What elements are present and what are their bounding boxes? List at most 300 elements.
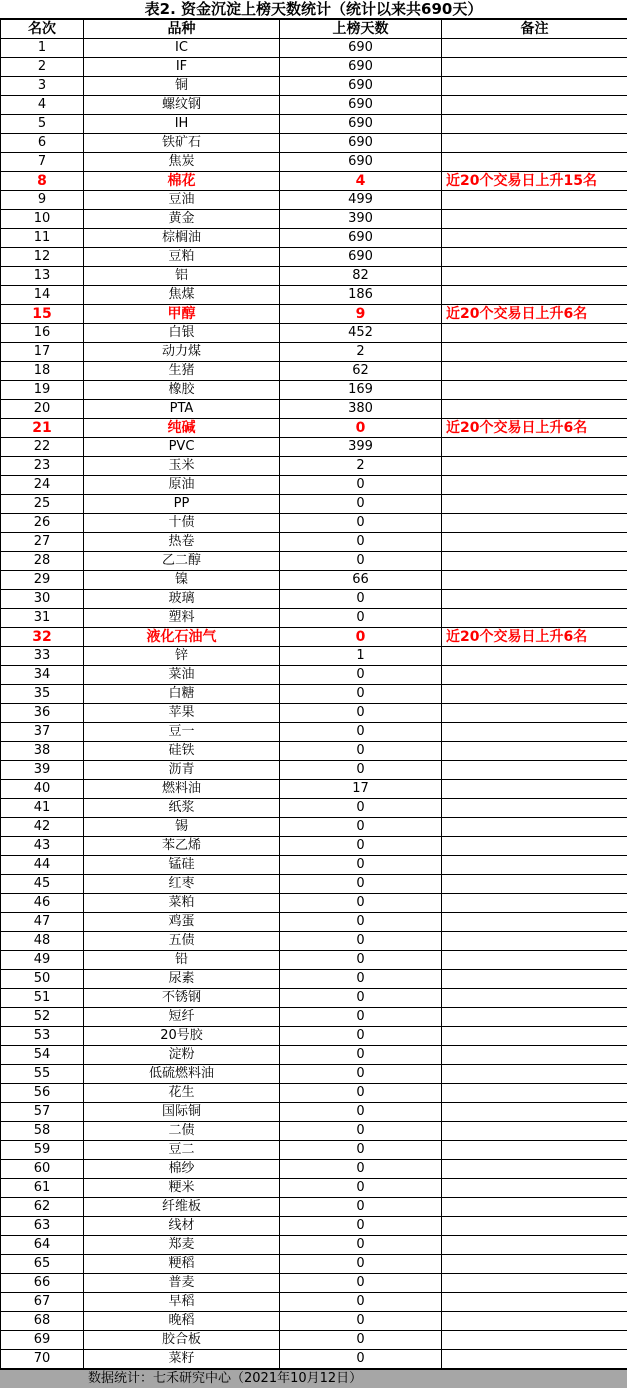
table-row [1,609,627,628]
header-variety: 品种 [84,20,280,39]
cell-variety: 螺纹钢 [84,96,280,115]
cell-variety: 热卷 [84,533,280,552]
cell-note [442,1293,627,1312]
cell-rank: 17 [1,343,84,362]
cell-days: 690 [280,134,442,153]
cell-note [442,153,627,172]
cell-variety: 锡 [84,818,280,837]
cell-days: 2 [280,457,442,476]
cell-rank: 33 [1,647,84,666]
cell-variety: 生猪 [84,362,280,381]
table-row [1,324,627,343]
cell-note [442,1065,627,1084]
cell-days: 0 [280,1122,442,1141]
cell-variety: 粳米 [84,1179,280,1198]
cell-rank: 31 [1,609,84,628]
cell-rank: 39 [1,761,84,780]
cell-days: 0 [280,514,442,533]
cell-variety: 玻璃 [84,590,280,609]
cell-note [442,799,627,818]
cell-variety: IC [84,39,280,58]
cell-variety: 豆二 [84,1141,280,1160]
cell-days: 690 [280,58,442,77]
table-row [1,229,627,248]
cell-rank: 41 [1,799,84,818]
table-row [1,1084,627,1103]
cell-days: 0 [280,1312,442,1331]
cell-variety: 镍 [84,571,280,590]
cell-variety: 动力煤 [84,343,280,362]
cell-variety: 短纤 [84,1008,280,1027]
cell-variety: 纸浆 [84,799,280,818]
cell-days: 9 [280,305,442,324]
cell-days: 0 [280,989,442,1008]
table-row [1,913,627,932]
cell-note [442,685,627,704]
cell-days: 0 [280,1198,442,1217]
cell-rank: 36 [1,704,84,723]
table-row [1,685,627,704]
cell-note [442,666,627,685]
table-row [1,305,627,324]
table-row [1,1331,627,1350]
table-row [1,970,627,989]
cell-days: 62 [280,362,442,381]
cell-note [442,1274,627,1293]
table-row [1,628,627,647]
cell-variety: 鸡蛋 [84,913,280,932]
cell-rank: 13 [1,267,84,286]
table-row [1,438,627,457]
cell-rank: 18 [1,362,84,381]
cell-rank: 60 [1,1160,84,1179]
cell-note: 近20个交易日上升6名 [442,628,627,647]
table-row [1,989,627,1008]
cell-rank: 11 [1,229,84,248]
cell-rank: 49 [1,951,84,970]
table-title: 表2. 资金沉淀上榜天数统计（统计以来共690天） [0,0,627,19]
cell-days: 690 [280,96,442,115]
cell-days: 690 [280,229,442,248]
cell-note [442,837,627,856]
cell-rank: 19 [1,381,84,400]
cell-variety: PTA [84,400,280,419]
cell-rank: 23 [1,457,84,476]
table-row [1,552,627,571]
cell-variety: 沥青 [84,761,280,780]
cell-days: 0 [280,1179,442,1198]
cell-note [442,1160,627,1179]
table-row [1,77,627,96]
cell-note [442,77,627,96]
table-row [1,875,627,894]
cell-note [442,894,627,913]
table-row [1,1274,627,1293]
cell-note: 近20个交易日上升15名 [442,172,627,191]
cell-variety: 国际铜 [84,1103,280,1122]
cell-rank: 5 [1,115,84,134]
cell-note: 近20个交易日上升6名 [442,419,627,438]
cell-rank: 68 [1,1312,84,1331]
table-row [1,96,627,115]
cell-rank: 27 [1,533,84,552]
cell-variety: 菜籽 [84,1350,280,1369]
header-rank: 名次 [1,20,84,39]
cell-days: 0 [280,704,442,723]
cell-variety: 燃料油 [84,780,280,799]
ranking-table [0,19,627,1369]
cell-rank: 63 [1,1217,84,1236]
cell-variety: 塑料 [84,609,280,628]
cell-days: 690 [280,115,442,134]
cell-note [442,970,627,989]
table-row [1,58,627,77]
table-row [1,495,627,514]
cell-note [442,761,627,780]
cell-note [442,1198,627,1217]
table-row [1,571,627,590]
cell-note [442,1331,627,1350]
cell-days: 0 [280,799,442,818]
cell-note [442,1084,627,1103]
cell-days: 0 [280,533,442,552]
cell-rank: 28 [1,552,84,571]
cell-rank: 34 [1,666,84,685]
cell-rank: 52 [1,1008,84,1027]
cell-rank: 15 [1,305,84,324]
cell-note [442,381,627,400]
cell-note [442,1312,627,1331]
cell-days: 0 [280,970,442,989]
cell-variety: 棕榈油 [84,229,280,248]
table-row [1,666,627,685]
cell-days: 0 [280,685,442,704]
cell-days: 690 [280,39,442,58]
cell-note [442,742,627,761]
cell-note [442,913,627,932]
cell-variety: 晚稻 [84,1312,280,1331]
cell-days: 452 [280,324,442,343]
table-row [1,1027,627,1046]
cell-days: 0 [280,1236,442,1255]
cell-variety: PP [84,495,280,514]
cell-variety: 白糖 [84,685,280,704]
cell-variety: 郑麦 [84,1236,280,1255]
cell-variety: 纯碱 [84,419,280,438]
cell-rank: 61 [1,1179,84,1198]
table-row [1,951,627,970]
cell-days: 0 [280,1217,442,1236]
cell-note [442,343,627,362]
cell-rank: 25 [1,495,84,514]
cell-rank: 37 [1,723,84,742]
table-row [1,1217,627,1236]
cell-note [442,267,627,286]
data-source-footer: 数据统计：七禾研究中心（2021年10月12日） [0,1369,627,1388]
cell-days: 17 [280,780,442,799]
cell-note [442,476,627,495]
cell-days: 0 [280,1065,442,1084]
cell-days: 0 [280,609,442,628]
cell-days: 0 [280,1027,442,1046]
cell-days: 690 [280,248,442,267]
cell-rank: 32 [1,628,84,647]
cell-variety: 硅铁 [84,742,280,761]
cell-rank: 35 [1,685,84,704]
cell-variety: 苹果 [84,704,280,723]
cell-variety: 淀粉 [84,1046,280,1065]
cell-note [442,514,627,533]
table-row [1,381,627,400]
cell-variety: 铜 [84,77,280,96]
cell-note [442,1027,627,1046]
cell-note [442,286,627,305]
cell-days: 0 [280,1274,442,1293]
cell-note [442,96,627,115]
cell-variety: 五债 [84,932,280,951]
cell-variety: 胶合板 [84,1331,280,1350]
cell-variety: 菜粕 [84,894,280,913]
cell-variety: 普麦 [84,1274,280,1293]
cell-rank: 44 [1,856,84,875]
cell-days: 0 [280,837,442,856]
cell-variety: 十债 [84,514,280,533]
cell-variety: 早稻 [84,1293,280,1312]
cell-variety: 花生 [84,1084,280,1103]
cell-days: 0 [280,894,442,913]
cell-rank: 50 [1,970,84,989]
cell-note [442,39,627,58]
table-row [1,1293,627,1312]
table-row [1,1255,627,1274]
header-days: 上榜天数 [280,20,442,39]
cell-note [442,438,627,457]
cell-note [442,856,627,875]
cell-variety: 液化石油气 [84,628,280,647]
table-row [1,932,627,951]
cell-variety: 菜油 [84,666,280,685]
cell-note [442,1122,627,1141]
cell-rank: 10 [1,210,84,229]
table-row [1,191,627,210]
cell-days: 0 [280,495,442,514]
table-row [1,1179,627,1198]
table-row [1,267,627,286]
cell-note: 近20个交易日上升6名 [442,305,627,324]
cell-note [442,533,627,552]
table-row [1,1350,627,1369]
cell-note [442,875,627,894]
table-body [1,39,627,1369]
table-row [1,533,627,552]
table-row [1,286,627,305]
cell-note [442,723,627,742]
cell-days: 0 [280,951,442,970]
cell-variety: 豆粕 [84,248,280,267]
cell-note [442,590,627,609]
cell-variety: 纤维板 [84,1198,280,1217]
table-row [1,362,627,381]
table-row [1,153,627,172]
cell-variety: 红枣 [84,875,280,894]
table-row [1,704,627,723]
table-row [1,723,627,742]
cell-rank: 1 [1,39,84,58]
cell-days: 499 [280,191,442,210]
cell-note [442,362,627,381]
cell-rank: 45 [1,875,84,894]
cell-note [442,1217,627,1236]
cell-days: 0 [280,1160,442,1179]
cell-days: 0 [280,1084,442,1103]
cell-days: 0 [280,1331,442,1350]
cell-note [442,780,627,799]
cell-days: 186 [280,286,442,305]
cell-rank: 20 [1,400,84,419]
cell-days: 0 [280,419,442,438]
cell-rank: 66 [1,1274,84,1293]
cell-rank: 2 [1,58,84,77]
cell-variety: 甲醇 [84,305,280,324]
cell-note [442,1103,627,1122]
cell-note [442,191,627,210]
table-row [1,343,627,362]
table-row [1,248,627,267]
cell-rank: 58 [1,1122,84,1141]
cell-variety: 铅 [84,951,280,970]
cell-note [442,229,627,248]
cell-rank: 46 [1,894,84,913]
cell-note [442,1008,627,1027]
cell-variety: 豆一 [84,723,280,742]
cell-days: 0 [280,552,442,571]
cell-variety: 玉米 [84,457,280,476]
cell-variety: IF [84,58,280,77]
cell-rank: 55 [1,1065,84,1084]
cell-days: 0 [280,932,442,951]
table-row [1,476,627,495]
table-row [1,818,627,837]
cell-note [442,932,627,951]
cell-variety: 豆油 [84,191,280,210]
cell-days: 399 [280,438,442,457]
cell-days: 0 [280,1293,442,1312]
table-row [1,210,627,229]
cell-rank: 53 [1,1027,84,1046]
cell-rank: 65 [1,1255,84,1274]
cell-days: 690 [280,153,442,172]
cell-rank: 56 [1,1084,84,1103]
table-row [1,742,627,761]
cell-note [442,210,627,229]
cell-days: 66 [280,571,442,590]
cell-note [442,495,627,514]
cell-rank: 40 [1,780,84,799]
cell-rank: 51 [1,989,84,1008]
table-row [1,590,627,609]
table-row [1,1236,627,1255]
cell-rank: 9 [1,191,84,210]
cell-days: 1 [280,647,442,666]
cell-days: 0 [280,590,442,609]
cell-variety: 锌 [84,647,280,666]
cell-days: 0 [280,818,442,837]
cell-days: 0 [280,1350,442,1369]
cell-rank: 67 [1,1293,84,1312]
cell-note [442,115,627,134]
cell-variety: 低硫燃料油 [84,1065,280,1084]
cell-variety: 锰硅 [84,856,280,875]
cell-rank: 59 [1,1141,84,1160]
cell-variety: 橡胶 [84,381,280,400]
table-row [1,894,627,913]
cell-variety: 乙二醇 [84,552,280,571]
table-row [1,1103,627,1122]
cell-variety: 焦炭 [84,153,280,172]
table-row [1,115,627,134]
cell-rank: 29 [1,571,84,590]
cell-rank: 64 [1,1236,84,1255]
cell-note [442,1236,627,1255]
cell-rank: 21 [1,419,84,438]
cell-variety: PVC [84,438,280,457]
cell-note [442,818,627,837]
cell-rank: 22 [1,438,84,457]
cell-variety: 棉纱 [84,1160,280,1179]
table-row [1,400,627,419]
cell-rank: 38 [1,742,84,761]
cell-note [442,400,627,419]
cell-variety: 黄金 [84,210,280,229]
cell-note [442,571,627,590]
cell-variety: 不锈钢 [84,989,280,1008]
cell-variety: 铁矿石 [84,134,280,153]
cell-rank: 24 [1,476,84,495]
table-row [1,799,627,818]
cell-variety: IH [84,115,280,134]
cell-variety: 线材 [84,1217,280,1236]
table-row [1,134,627,153]
cell-rank: 7 [1,153,84,172]
cell-days: 690 [280,77,442,96]
cell-rank: 16 [1,324,84,343]
table-row [1,419,627,438]
table-row [1,1122,627,1141]
cell-variety: 20号胶 [84,1027,280,1046]
cell-rank: 12 [1,248,84,267]
cell-note [442,324,627,343]
cell-days: 0 [280,856,442,875]
header-row [1,20,627,39]
cell-days: 0 [280,628,442,647]
cell-rank: 54 [1,1046,84,1065]
cell-days: 0 [280,1008,442,1027]
cell-note [442,134,627,153]
cell-days: 0 [280,1255,442,1274]
cell-rank: 3 [1,77,84,96]
table-row [1,1046,627,1065]
cell-days: 0 [280,1103,442,1122]
cell-variety: 粳稻 [84,1255,280,1274]
cell-days: 169 [280,381,442,400]
cell-rank: 42 [1,818,84,837]
cell-note [442,704,627,723]
cell-rank: 30 [1,590,84,609]
cell-days: 380 [280,400,442,419]
cell-variety: 原油 [84,476,280,495]
cell-note [442,457,627,476]
cell-note [442,1255,627,1274]
